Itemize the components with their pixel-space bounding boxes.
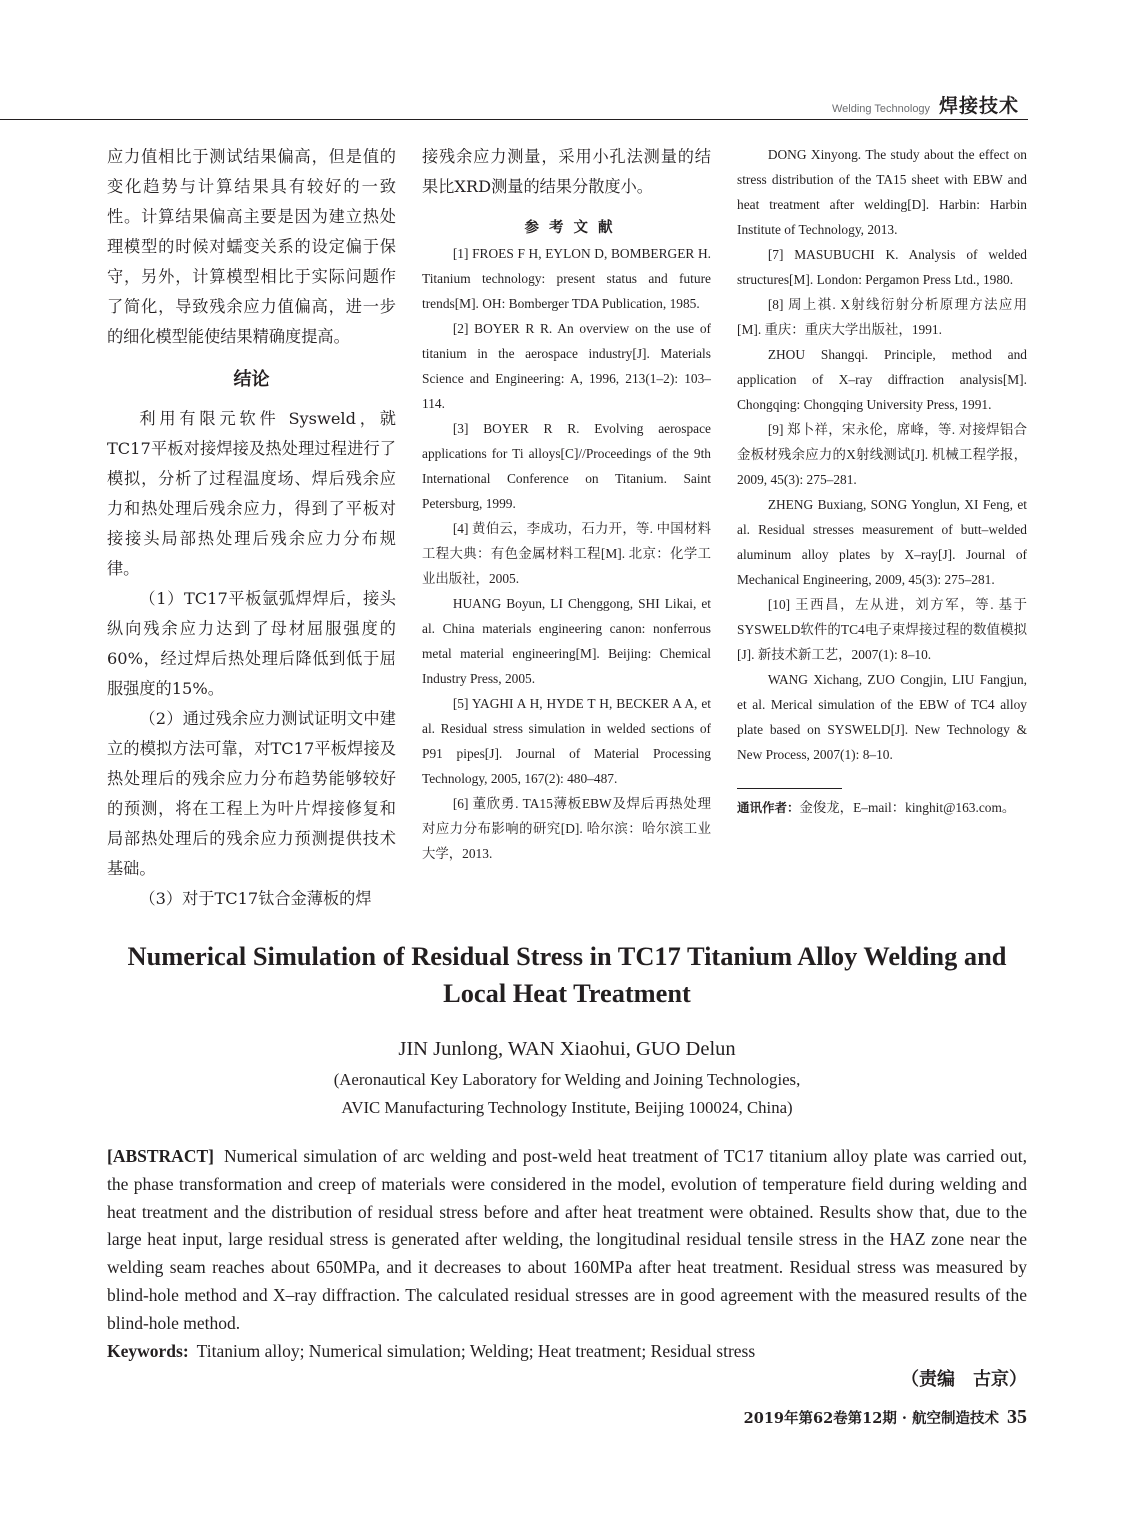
conclusion-item-2: （2）通过残余应力测试证明文中建立的模拟方法可靠，对TC17平板焊接及热处理后的残余应力分布趋势能够较好的预测，将在工程上为叶片焊接修复和局部热处理后的残余应力预测提供技术基础。 (107, 709, 396, 878)
footnote-rule (737, 788, 842, 789)
reference-item-translation: DONG Xinyong. The study about the effect on stress distribution of the TA15 sheet with EBW and heat treatment after welding[D]. Harbin: Harbin Institute of Technology, 2013. (737, 147, 1027, 237)
reference-item: [6] 董欣勇. TA15薄板EBW及焊后再热处理对应力分布影响的研究[D]. 哈尔滨：哈尔滨工业大学，2013. (422, 796, 711, 861)
reference-item: [7] MASUBUCHI K. Analysis of welded structures[M]. London: Pergamon Press Ltd., 1980. (737, 247, 1027, 287)
affiliation-line-1: (Aeronautical Key Laboratory for Welding and Joining Technologies, (333, 1070, 801, 1089)
footnote-text: 金俊龙，E–mail：kinghit@163.com。 (799, 800, 1016, 815)
abstract-label: [ABSTRACT] (107, 1146, 214, 1166)
header-rule (0, 119, 1028, 120)
paragraph-result-discussion: 应力值相比于测试结果偏高，但是值的变化趋势与计算结果具有较好的一致性。计算结果偏高主要是因为建立热处理模型的时候对蠕变关系的设定偏于保守，另外，计算模型相比于实际问题作了简化，导致残余应力值偏高，进一步的细化模型能使结果精确度提高。 (107, 147, 396, 346)
journal-name-cn: 焊接技术 (939, 95, 1020, 117)
editor-note: （责编 古京） (901, 1369, 1027, 1390)
conclusion-item-3-continued: 接残余应力测量，采用小孔法测量的结果比XRD测量的结果分散度小。 (422, 147, 711, 196)
corresponding-author-footnote (737, 798, 1027, 818)
keywords-text: Titanium alloy; Numerical simulation; Welding; Heat treatment; Residual stress (196, 1341, 756, 1361)
page-number: 35 (1007, 1406, 1027, 1428)
references-heading: 参考文献 (524, 220, 623, 236)
reference-list-col3 (737, 142, 1027, 767)
reference-item: [8] 周上祺. X射线衍射分析原理方法应用[M]. 重庆：重庆大学出版社，1991. (737, 297, 1027, 337)
footnote-label: 通讯作者： (737, 800, 800, 815)
journal-name-en: Welding Technology (832, 103, 931, 115)
reference-item: [3] BOYER R R. Evolving aerospace applications for Ti alloys[C]//Proceedings of the 9th International Conference on Titanium. Saint Petersburg, 1999. (422, 421, 711, 511)
reference-item-translation: WANG Xichang, ZUO Congjin, LIU Fangjun, et al. Merical simulation of the EBW of TC4 alloy plate based on SYSWELD[J]. New Technology & New Process, 2007(1): 8–10. (737, 672, 1027, 762)
column-2 (422, 142, 711, 866)
english-keywords (107, 1338, 1027, 1366)
reference-item: [4] 黄伯云，李成功，石力开，等. 中国材料工程大典：有色金属材料工程[M]. 北京：化学工业出版社，2005. (422, 521, 711, 586)
reference-item-translation: HUANG Boyun, LI Chenggong, SHI Likai, et al. China materials engineering canon: nonferrous metal material engineering[M]. Beijing: Chemical Industry Press, 2005. (422, 596, 711, 686)
english-affiliation (107, 1066, 1027, 1122)
conclusion-heading: 结论 (233, 369, 270, 390)
reference-item: [10] 王西昌，左从进，刘方军，等. 基于SYSWELD软件的TC4电子束焊接过程的数值模拟[J]. 新技术新工艺，2007(1): 8–10. (737, 597, 1027, 662)
footer-journal: 2019年第62卷第12期 · 航空制造技术 (743, 1410, 999, 1427)
column-3 (737, 142, 1027, 818)
reference-item: [1] FROES F H, EYLON D, BOMBERGER H. Titanium technology: present status and future trends[M]. OH: Bomberger TDA Publication, 1985. (422, 246, 711, 311)
english-abstract (107, 1143, 1027, 1338)
english-authors: JIN Junlong, WAN Xiaohui, GUO Delun (398, 1038, 736, 1060)
reference-item-translation: ZHOU Shangqi. Principle, method and application of X–ray diffraction analysis[M]. Chongqing: Chongqing University Press, 1991. (737, 347, 1027, 412)
reference-item-translation: ZHENG Buxiang, SONG Yonglun, XI Feng, et al. Residual stresses measurement of butt–welded aluminum alloy plates by X–ray[J]. Journal of Mechanical Engineering, 2009, 45(3): 275–281. (737, 497, 1027, 587)
affiliation-line-2: AVIC Manufacturing Technology Institute, Beijing 100024, China) (341, 1098, 793, 1117)
abstract-text: Numerical simulation of arc welding and post-weld heat treatment of TC17 titanium alloy plate was carried out, the phase transformation and creep of materials were considered in the model, evolution of temperature field during welding and heat treatment and the distribution of residual stress before and after heat treatment were obtained. Results show that, due to the large heat input, large residual stress is generated after welding, the longitudinal residual tensile stress in the HAZ zone near the welding seam reaches about 650MPa, and it decreases to about 160MPa after heat treatment. Residual stress was measured by blind-hole method and X–ray diffraction. The calculated residual stresses are in good agreement with the measured results of the blind-hole method. (107, 1146, 1027, 1333)
reference-item: [5] YAGHI A H, HYDE T H, BECKER A A, et al. Residual stress simulation in welded sections of P91 pipes[J]. Journal of Material Processing Technology, 2005, 167(2): 480–487. (422, 696, 711, 786)
keywords-label: Keywords: (107, 1341, 189, 1361)
conclusion-item-1: （1）TC17平板氩弧焊焊后，接头纵向残余应力达到了母材屈服强度的60%，经过焊后热处理后降低到低于屈服强度的15%。 (107, 589, 396, 698)
reference-list-col2 (422, 241, 711, 866)
column-1 (107, 142, 396, 914)
page-footer (744, 1406, 1027, 1429)
conclusion-item-3: （3）对于TC17钛合金薄板的焊 (139, 889, 372, 908)
reference-item: [9] 郑卜祥，宋永伦，席峰，等. 对接焊铝合金板材残余应力的X射线测试[J]. 机械工程学报，2009, 45(3): 275–281. (737, 422, 1027, 487)
english-title: Numerical Simulation of Residual Stress in TC17 Titanium Alloy Welding and Local Heat Treatment (127, 941, 1007, 1008)
conclusion-summary: 利用有限元软件 Sysweld，就TC17平板对接焊接及热处理过程进行了模拟，分析了过程温度场、焊后残余应力和热处理后残余应力，得到了平板对接接头局部热处理后残余应力分布规律。 (107, 409, 396, 578)
reference-item: [2] BOYER R R. An overview on the use of titanium in the aerospace industry[J]. Materials Science and Engineering: A, 1996, 213(1–2): 103–114. (422, 321, 711, 411)
